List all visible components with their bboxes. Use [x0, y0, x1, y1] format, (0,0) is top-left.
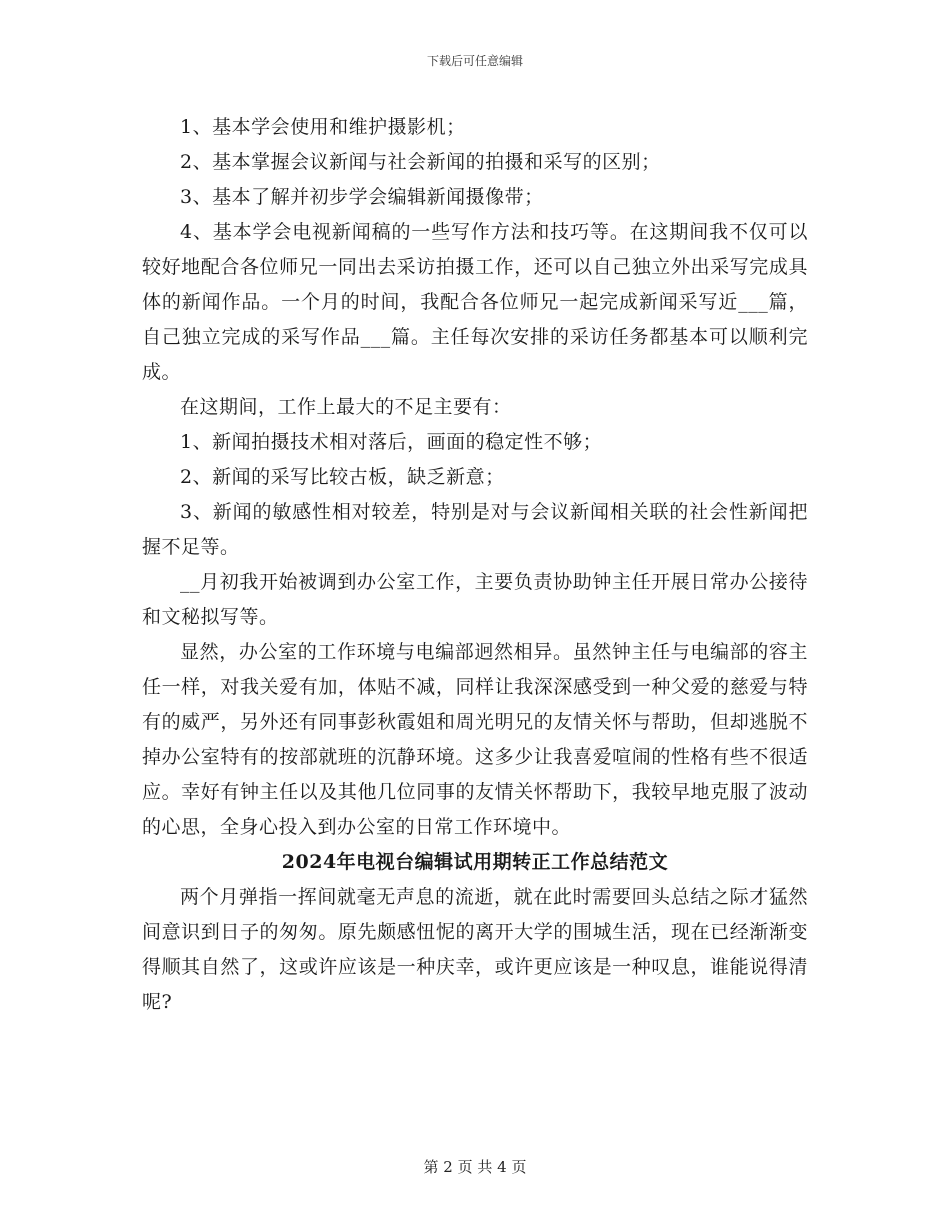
paragraph-item-3: 3、基本了解并初步学会编辑新闻摄像带； — [180, 186, 544, 208]
paragraph-item-2: 2、基本掌握会议新闻与社会新闻的拍摄和采写的区别； — [180, 151, 661, 173]
page-footer: 第 2 页 共 4 页 — [423, 1158, 527, 1176]
paragraph-section-intro: 两个月弹指一挥间就毫无声息的流逝，就在此时需要回头总结之际才猛然间意识到日子的匆匆。原先颇感忸怩的离开大学的围城生活，现在已经渐渐变得顺其自然了，这或许应该是一种庆幸，或许更应该是一种叹息，谁能说得清呢? — [142, 886, 808, 1013]
paragraph-shortcomings-intro: 在这期间，工作上最大的不足主要有： — [180, 396, 512, 418]
paragraph-shortcoming-3: 3、新闻的敏感性相对较差，特别是对与会议新闻相关联的社会性新闻把握不足等。 — [142, 501, 808, 558]
document-body — [142, 110, 808, 1020]
paragraph-shortcoming-1: 1、新闻拍摄技术相对落后，画面的稳定性不够； — [180, 431, 603, 453]
paragraph-item-4: 4、基本学会电视新闻稿的一些写作方法和技巧等。在这期间我不仅可以较好地配合各位师兄一同出去采访拍摄工作，还可以自己独立外出采写完成具体的新闻作品。一个月的时间，我配合各位师兄一起完成新闻采写近___篇，自己独立完成的采写作品___篇。主任每次安排的采访任务都基本可以顺利完成。 — [142, 221, 808, 383]
paragraph-office-environment: 显然，办公室的工作环境与电编部迥然相异。虽然钟主任与电编部的容主任一样，对我关爱有加，体贴不减，同样让我深深感受到一种父爱的慈爱与特有的威严，另外还有同事彭秋霞姐和周光明兄的友情关怀与帮助，但却逃脱不掉办公室特有的按部就班的沉静环境。这多少让我喜爱喧闹的性格有些不很适应。幸好有钟主任以及其他几位同事的友情关怀帮助下，我较早地克服了波动的心思，全身心投入到办公室的日常工作环境中。 — [142, 641, 808, 838]
paragraph-shortcoming-2: 2、新闻的采写比较古板，缺乏新意； — [180, 466, 505, 488]
paragraph-item-1: 1、基本学会使用和维护摄影机； — [180, 116, 466, 138]
section-title: 2024年电视台编辑试用期转正工作总结范文 — [281, 851, 669, 873]
page-header: 下载后可任意编辑 — [426, 54, 523, 68]
paragraph-office-transfer: __月初我开始被调到办公室工作，主要负责协助钟主任开展日常办公接待和文秘拟写等。 — [142, 571, 808, 628]
